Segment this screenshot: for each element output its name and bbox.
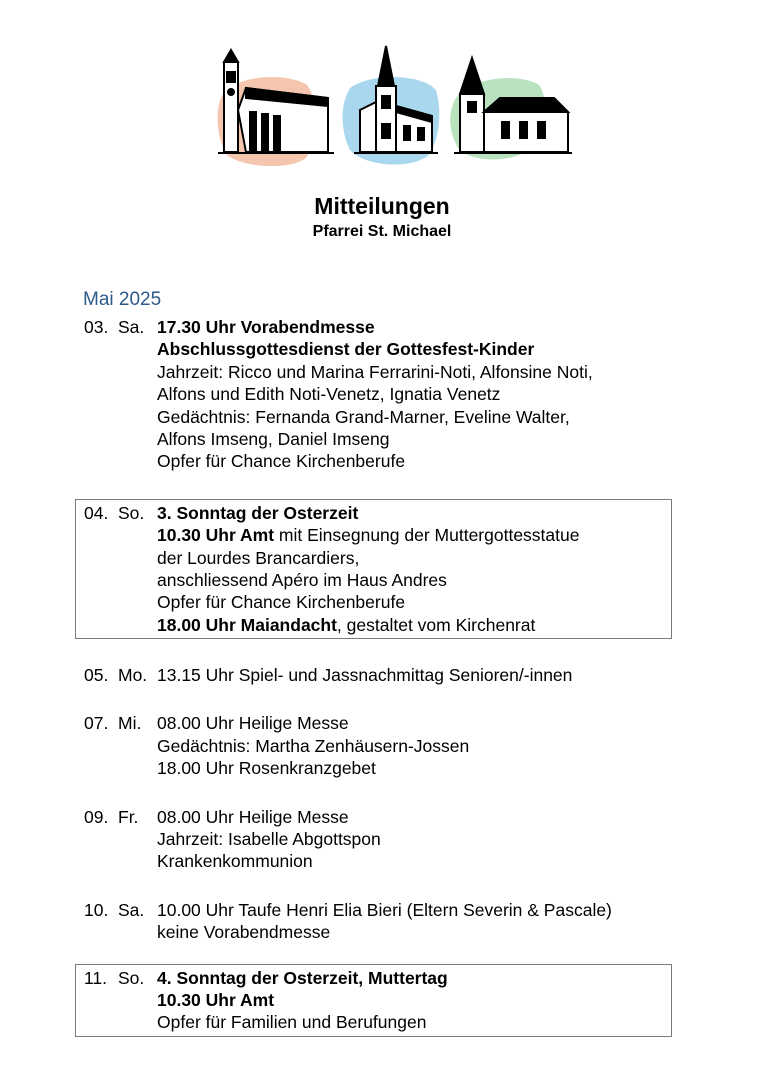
entry-text [157,428,389,450]
entry-text [157,524,579,546]
entry-line [84,316,671,338]
schedule-entry [75,313,672,476]
entry-text [157,547,359,569]
entry-line [84,989,671,1011]
entry-text [157,338,534,360]
entry-text-bold: Abschlussgottesdienst der Gottesfest-Kinder [157,339,535,360]
entry-text-segment: Alfons Imseng, Daniel Imseng [157,428,390,449]
entry-date: 11. [84,967,108,988]
entry-line [84,899,671,921]
entry-text-segment: Opfer für Chance Kirchenberufe [157,592,406,613]
entry-text-segment: , gestaltet vom Kirchenrat [336,614,536,635]
entry-text [157,828,381,850]
entry-text-segment: 13.15 Uhr Spiel- und Jassnachmittag Senioren/-innen [157,665,573,686]
entry-text [157,967,448,989]
entry-text-segment: Gedächtnis: Fernanda Grand-Marner, Eveline Walter, [157,406,570,427]
entry-weekday: So. [118,502,145,523]
entry-line [84,757,671,779]
entry-text-segment: Gedächtnis: Martha Zenhäusern-Jossen [157,735,470,756]
entry-text-bold: 10.30 Uhr Amt [157,525,275,546]
entry-text [157,735,469,757]
entry-text [157,502,358,524]
entry-text-segment: 08.00 Uhr Heilige Messe [157,713,349,734]
entry-text [157,614,535,636]
entry-text-bold: 4. Sonntag der Osterzeit, Muttertag [157,967,448,988]
entry-line [84,502,671,524]
entry-weekday: Sa. [118,317,145,337]
entry-line [84,569,671,591]
page-subtitle: Pfarrei St. Michael [312,223,452,240]
entry-date: 09. [84,806,109,827]
schedule-entry [75,499,672,639]
entry-text-segment: Opfer für Familien und Berufungen [157,1012,427,1033]
entry-line [84,806,671,828]
schedule-entry [75,964,672,1037]
entry-text [157,316,375,338]
entry-text-segment: anschliessend Apéro im Haus Andres [157,569,447,590]
entry-date: 07. [84,713,109,734]
entry-line [84,712,671,734]
entry-line [84,450,671,472]
entry-line [84,591,671,613]
entry-line [84,547,671,569]
schedule-entry [75,803,672,876]
entry-text-bold: 18.00 Uhr Maiandacht [157,614,337,635]
entry-text [157,569,447,591]
entry-text-segment: Jahrzeit: Isabelle Abgottspon [157,829,381,850]
entry-line [84,338,671,360]
entry-text [157,591,405,613]
entry-text-bold: 17.30 Uhr Vorabendmesse [157,317,375,337]
entry-text [157,383,500,405]
entry-text [157,850,313,872]
month-heading: Mai 2025 [83,289,162,310]
entry-text-segment: keine Vorabendmesse [157,922,331,943]
page-title: Mitteilungen [314,193,450,219]
entry-date: 05. [84,665,109,686]
entry-weekday: So. [118,967,145,988]
entry-text-segment: Jahrzeit: Ricco und Marina Ferrarini-Noti, Alfonsine Noti, [157,361,593,382]
entry-text [157,450,405,472]
entry-text [157,1011,426,1033]
entry-line [84,850,671,872]
old-church-icon [454,58,572,153]
entry-text-segment: Krankenkommunion [157,851,313,872]
parish-logo [210,40,580,175]
entry-text [157,899,612,921]
entry-line [84,735,671,757]
entry-line [84,921,671,943]
entry-weekday: Sa. [118,899,145,920]
entry-text-segment: mit Einsegnung der Muttergottesstatue [274,525,580,546]
entry-line [84,383,671,405]
schedule-entry [75,896,672,947]
entry-text-segment: 18.00 Uhr Rosenkranzgebet [157,758,376,779]
entry-text-segment: Opfer für Chance Kirchenberufe [157,451,406,472]
entry-text-segment: 10.00 Uhr Taufe Henri Elia Bieri (Eltern Severin & Pascale) [157,899,612,920]
schedule-entry [75,661,672,689]
entry-date: 04. [84,502,109,523]
entry-line [84,828,671,850]
entry-line [84,361,671,383]
entry-line [84,406,671,428]
entry-text-segment: Alfons und Edith Noti-Venetz, Ignatia Venetz [157,384,501,405]
entry-date: 03. [84,317,109,337]
entry-text [157,921,330,943]
schedule-list [0,313,764,1037]
entry-text-segment: 08.00 Uhr Heilige Messe [157,806,349,827]
entry-text [157,664,572,686]
schedule-entry [75,709,672,782]
entry-text [157,757,376,779]
entry-line [84,428,671,450]
entry-text [157,806,349,828]
entry-weekday: Mo. [118,665,148,686]
entry-text [157,989,274,1011]
entry-text [157,361,593,383]
entry-line [84,664,671,686]
entry-text [157,712,349,734]
entry-line [84,614,671,636]
entry-line [84,524,671,546]
entry-text-bold: 10.30 Uhr Amt [157,989,275,1010]
entry-text [157,406,570,428]
entry-line [84,1011,671,1033]
entry-date: 10. [84,899,109,920]
entry-text-bold: 3. Sonntag der Osterzeit [157,502,359,523]
entry-weekday: Mi. [118,713,142,734]
modern-church-icon [218,50,334,153]
entry-weekday: Fr. [118,806,139,827]
entry-text-segment: der Lourdes Brancardiers, [157,547,360,568]
entry-line [84,967,671,989]
